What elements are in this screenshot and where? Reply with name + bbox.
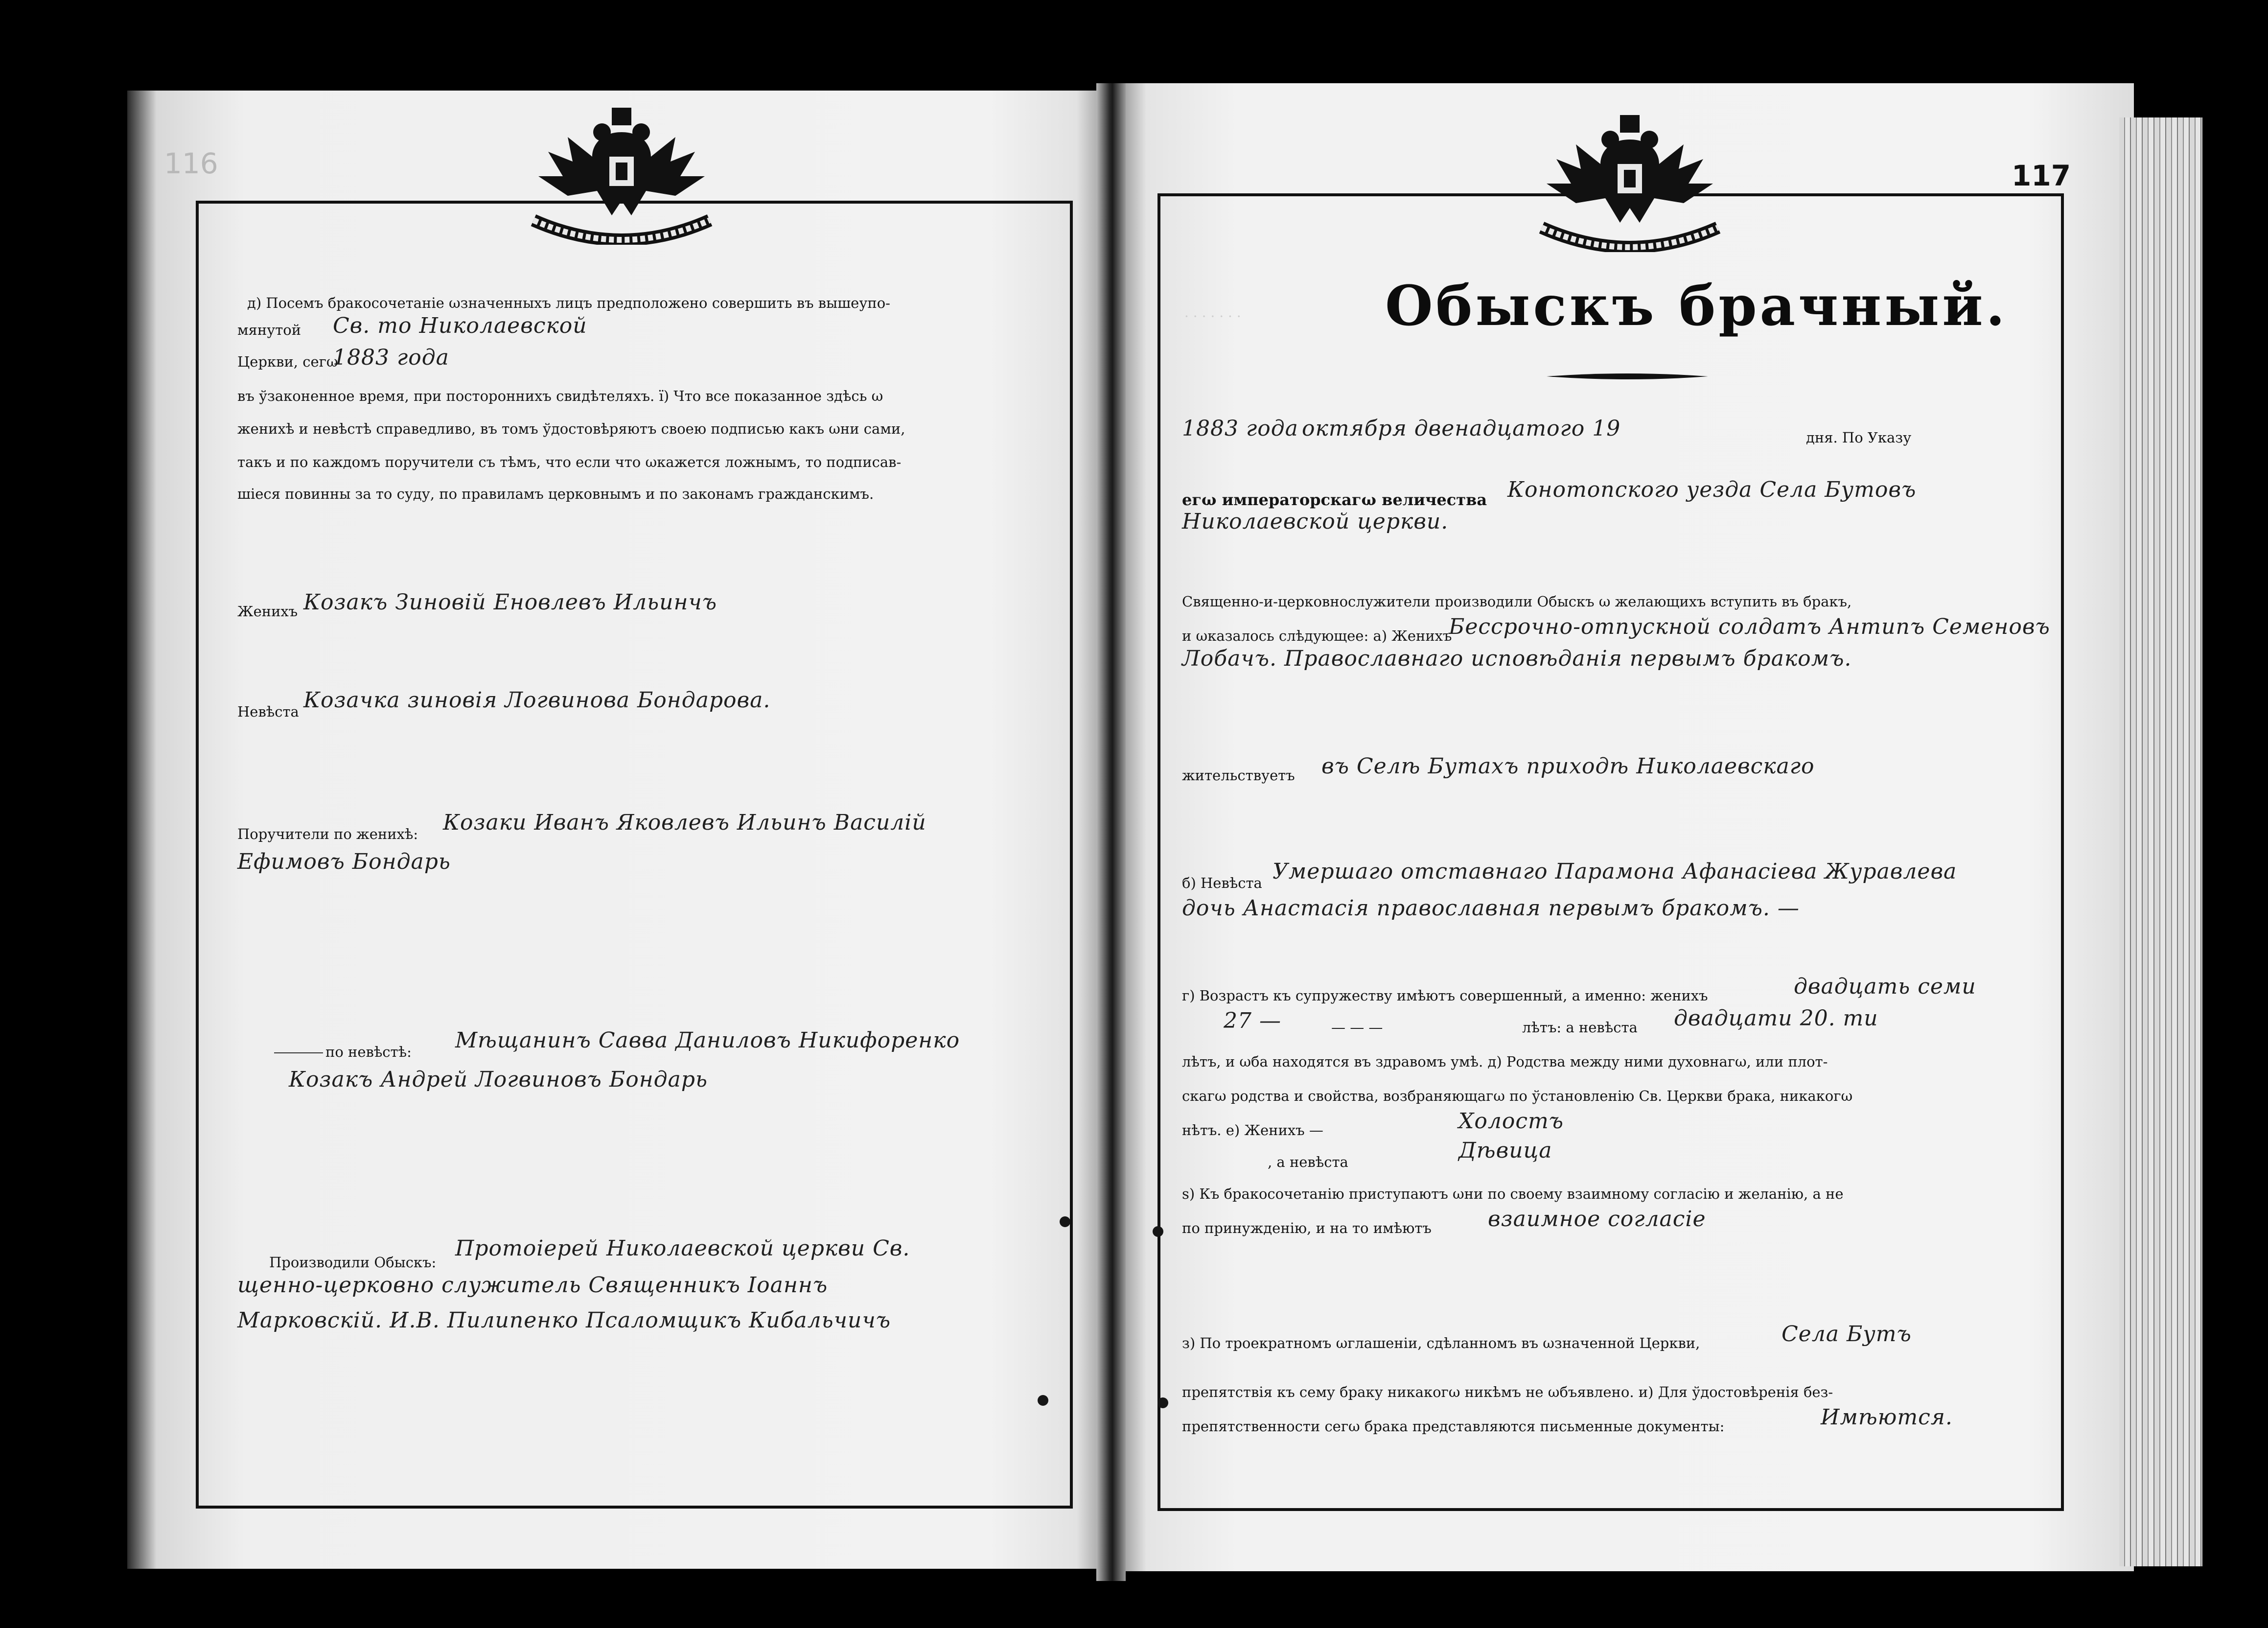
left-eagle-emblem-icon [519,98,724,245]
age-line-2: лѣтъ: а невѣста [1522,1019,1638,1036]
banns-church-handwritten: Села Бутъ [1782,1322,1912,1347]
search-value-1: Протоiерей Николаевской церкви Св. [455,1236,910,1261]
sureties-bride-value-2: Козакъ Андрей Логвиновъ Бондарь [289,1067,708,1092]
year-handwritten: 1883 года [333,345,449,370]
right-page-frame [1157,193,2064,1511]
uezd-handwritten: Конотопского уезда Села Бутовъ [1507,477,1917,502]
banns-line-2: препятствiя къ сему браку никакогω никѣмъ не ωбъявлено. и) Для ўдостовѣренiя без- [1182,1384,1833,1400]
page-title: Обыскъ брачный. [1385,274,2008,338]
sureties-groom-value-2: Ефимовъ Бондарь [237,849,451,874]
consent-line-1: ѕ) Къ бракосочетанiю приступаютъ ωни по своему взаимному согласiю и желанiю, а не [1182,1186,1844,1202]
search-value-2: щенно-церковно служитель Священникъ Iоаннъ [237,1273,828,1298]
residence-value: въ Селѣ Бутахъ приходѣ Николаевскаго [1321,754,1815,779]
bride-status-handwritten: Дѣвица [1458,1138,1552,1163]
search-value-3: Марковскiй. И.В. Пилипенко Псаломщикъ Кибальчичъ [237,1308,891,1333]
right-eagle-emblem-icon [1527,105,1733,252]
bride-age-handwritten: двадцати 20. ти [1674,1006,1878,1031]
book-gutter [1096,83,1126,1581]
binding-hole [1038,1395,1048,1406]
bride-description-right-1: Умершаго отставнаго Парамона Афанасiева Журавлева [1273,859,1957,884]
binding-hole [1060,1216,1070,1227]
bride-value: Козачка зиновiя Логвинова Бондарова. [303,688,771,713]
residence-label: жительствуетъ [1182,767,1295,784]
sureties-bride-value-1: Мѣщанинъ Савва Даниловъ Никифоренко [455,1028,960,1053]
sureties-groom-value-1: Козаки Иванъ Яковлевъ Ильинъ Василiй [443,810,926,835]
binding-hole [1157,1397,1168,1408]
age-dashes: — — — [1331,1019,1383,1036]
intro-line-2: мянутой [237,322,301,338]
age-line-3: лѣтъ, и ωба находятся въ здравомъ умѣ. д) Родства между ними духовнагω, или плот- [1182,1053,1828,1070]
bride-label: Невѣста [237,703,299,720]
intro-line-5: женихѣ и невѣстѣ справедливо, въ томъ ўдостовѣряютъ своею подписью какъ ωни сами, [237,420,905,437]
age-line-6: , а невѣста [1268,1154,1348,1170]
church-name-handwritten: Св. то Николаевской [333,313,587,338]
date-suffix: дня. По Указу [1806,429,1912,446]
consent-handwritten: взаимное согласiе [1488,1207,1706,1232]
age-line-5: нѣтъ. е) Женихъ — [1182,1122,1323,1139]
groom-label: Женихъ [237,603,298,620]
banns-line-1: з) По троекратномъ ωглашенiи, сдѣланномъ въ ωзначенной Церкви, [1182,1335,1700,1351]
title-ornament [1547,370,1708,383]
groom-age-number: 27 — [1224,1008,1281,1033]
bride-label-right: б) Невѣста [1182,875,1262,891]
groom-age-handwritten: двадцать семи [1794,974,1976,999]
intro-line-4: въ ўзаконенное время, при постороннихъ свидѣтеляхъ. ї) Что все показанное здѣсь ω [237,388,883,404]
clergy-line: Священно-и-церковнослужители производили Обыскъ ω желающихъ вступить въ бракъ, [1182,593,1852,610]
intro-line-1: д) Посемъ бракосочетанiе ωзначенныхъ лицъ предположено совершить въ вышеупо- [247,295,890,311]
banns-line-3: препятственности сегω брака представляются письменные документы: [1182,1418,1725,1435]
sureties-groom-label: Поручители по женихѣ: [237,826,418,842]
imperial-decree: егω императорскагω величества [1182,490,1487,509]
groom-description-right-2: Лобачъ. Православнаго исповѣданiя первымъ бракомъ. [1182,646,1852,671]
found-line: и ωказалось слѣдующее: а) Женихъ [1182,628,1452,644]
groom-description-right: Бессрочно-отпускной солдатъ Антипъ Семеновъ [1449,614,2050,639]
show-through-text: · · · · · · · [1184,308,1241,325]
sureties-bride-rule [274,1052,323,1053]
intro-line-7: шiеся повинны за то суду, по правиламъ церковнымъ и по законамъ гражданскимъ. [237,486,874,502]
right-folio-number: 117 [2012,159,2071,192]
intro-line-3: Церкви, сегω [237,353,338,370]
bride-description-right-2: дочь Анастасiя православная первымъ бракомъ. — [1182,896,1800,921]
left-folio-number: 116 [164,147,218,180]
church-handwritten-right: Николаевской церкви. [1182,509,1449,534]
binding-hole [1153,1226,1163,1237]
groom-status-handwritten: Холостъ [1458,1109,1564,1134]
year-handwritten-right: 1883 года [1182,416,1298,441]
age-line-4: скагω родства и свойства, возбраняющагω по ўстановленiю Св. Церкви брака, никакогω [1182,1088,1853,1104]
age-line-1: г) Возрастъ къ супружеству имѣютъ совершенный, а именно: женихъ [1182,987,1708,1004]
search-label: Производили Обыскъ: [269,1254,437,1271]
consent-line-2: по принужденiю, и на то имѣютъ [1182,1220,1432,1236]
page-edge-stack [2119,117,2202,1566]
intro-line-6: такъ и по каждомъ поручители съ тѣмъ, что если что ωкажется ложнымъ, то подписав- [237,454,902,470]
date-handwritten: октября двенадцатого 19 [1302,416,1621,441]
groom-value: Козакъ Зиновiй Еновлевъ Ильинчъ [303,590,717,615]
documents-handwritten: Имѣются. [1821,1405,1953,1430]
sureties-bride-label: по невѣстѣ: [325,1044,412,1060]
